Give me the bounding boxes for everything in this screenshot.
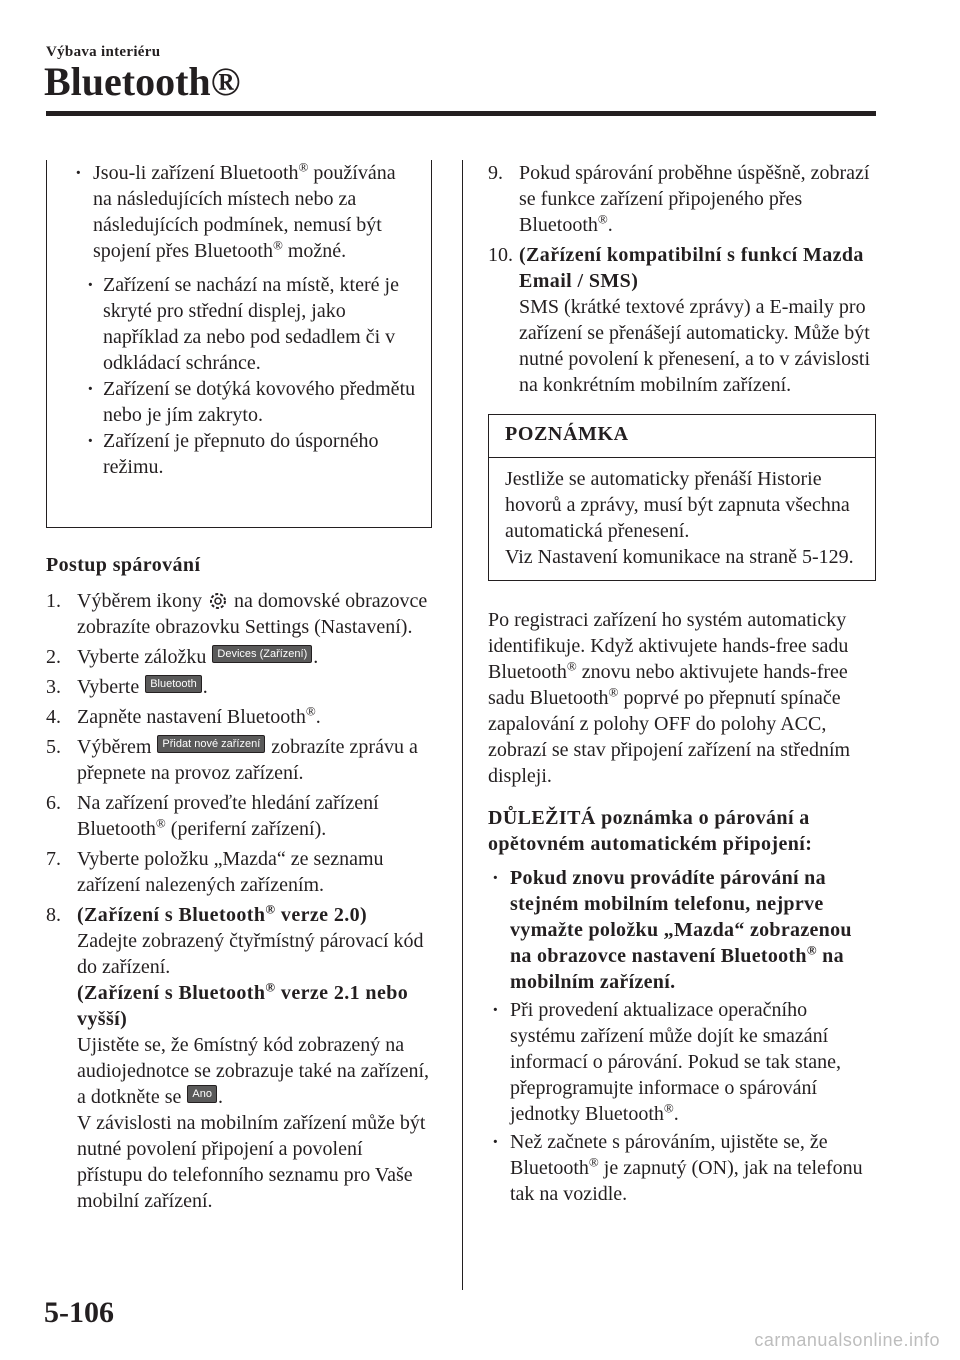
important-item: · Než začnete s párováním, ujistěte se, že Bluetooth® je zapnutý (ON), jak na telefonu tak na vozidle. xyxy=(492,1131,863,1205)
watermark: carmanualsonline.info xyxy=(754,1330,940,1350)
note-box xyxy=(488,414,876,581)
add-new-device-button[interactable]: Přidat nové zařízení xyxy=(157,735,265,753)
note-body: Jestliže se automaticky přenáší Historie hovorů a zprávy, musí být zapnuta všechna automatická přenesení. Viz Nastavení komunikace na straně 5-129. xyxy=(505,468,854,568)
step-1: 1. Výběrem ikony na domovské obrazovce zobrazíte obrazovku Settings (Nastavení). xyxy=(46,590,428,638)
important-heading: DŮLEŽITÁ poznámka o párování a opětovném automatickém připojení: xyxy=(488,807,813,855)
bluetooth-button[interactable]: Bluetooth xyxy=(145,675,201,693)
step-9: 9. Pokud spárování proběhne úspěšně, zobrazí se funkce zařízení připojeného přes Bluetooth®. xyxy=(488,162,870,236)
page-title: Bluetooth® xyxy=(44,59,241,104)
registration-paragraph: Po registraci zařízení ho systém automaticky identifikuje. Když aktivujete hands-free sadu Bluetooth® znovu nebo aktivujete hands-free sadu Bluetooth® poprvé po přepnutí spínače zapalování z polohy OFF do polohy ACC, zobrazí se stav připojení zařízení na středním displeji. xyxy=(488,609,851,787)
step-10: 10. (Zařízení kompatibilní s funkcí Mazda Email / SMS) SMS (krátké textové zprávy) a E-maily pro zařízení se přenášejí automaticky. Může být nutné povolení k přenesení, a to v závislosti na konkrétním mobilním zařízení. xyxy=(488,244,871,396)
step-3: 3. Vyberte Bluetooth . xyxy=(46,676,208,698)
note-title: POZNÁMKA xyxy=(489,415,875,458)
important-item: · Pokud znovu provádíte párování na stejném mobilním telefonu, nejprve vymažte položku „Mazda“ zobrazenou na obrazovce nastavení Bluetooth® na mobilním zařízení. xyxy=(492,867,852,993)
left-column xyxy=(46,160,432,1218)
step-6: 6. Na zařízení proveďte hledání zařízení Bluetooth® (periferní zařízení). xyxy=(46,792,379,840)
warning-box xyxy=(46,160,432,528)
right-column xyxy=(488,160,876,1207)
settings-gear-icon xyxy=(209,592,227,610)
pairing-heading: Postup spárování xyxy=(46,554,201,576)
yes-button[interactable]: Ano xyxy=(187,1085,217,1103)
column-separator xyxy=(462,160,463,1290)
section-label: Výbava interiéru xyxy=(46,44,161,60)
warning-item: · Zařízení se nachází na místě, které je skryté pro střední displej, jako například za nebo pod sedadlem či v odkládací schránce. xyxy=(87,274,399,374)
header-rule xyxy=(46,111,876,116)
important-item: · Při provedení aktualizace operačního systému zařízení může dojít ke smazání informací o párování. Pokud se tak stane, přeprogramujte informace o spárování jednotky Bluetooth®. xyxy=(492,999,842,1125)
page-number: 5-106 xyxy=(44,1296,114,1329)
warning-intro: · Jsou-li zařízení Bluetooth® používána na následujících místech nebo za následujících podmínek, nemusí být spojení přes Bluetooth® možné. xyxy=(75,159,396,262)
devices-tab-button[interactable]: Devices (Zařízení) xyxy=(212,645,312,663)
step-7: 7. Vyberte položku „Mazda“ ze seznamu zařízení nalezených zařízením. xyxy=(46,848,384,896)
warning-item: · Zařízení je přepnuto do úsporného režimu. xyxy=(87,430,379,478)
step-5: 5. Výběrem Přidat nové zařízení zobrazíte zprávu a přepnete na provoz zařízení. xyxy=(46,736,418,784)
warning-item: · Zařízení se dotýká kovového předmětu nebo je jím zakryto. xyxy=(87,378,416,426)
step-8: 8. (Zařízení s Bluetooth® verze 2.0) Zadejte zobrazený čtyřmístný párovací kód do zařízení. (Zařízení s Bluetooth® verze 2.1 nebo vyšší) Ujistěte se, že 6místný kód zobrazený na audiojednotce se zobrazuje také na zařízení, a dotkněte se Ano . V závislosti na mobilním zařízení může být nutné povolení připojení a povolení přístupu do telefonního seznamu pro Vaše mobilní zařízení. xyxy=(46,901,430,1212)
step-4: 4. Zapněte nastavení Bluetooth®. xyxy=(46,703,321,728)
step-2: 2. Vyberte záložku Devices (Zařízení) . xyxy=(46,646,319,668)
bullet-dot: · xyxy=(75,162,82,184)
